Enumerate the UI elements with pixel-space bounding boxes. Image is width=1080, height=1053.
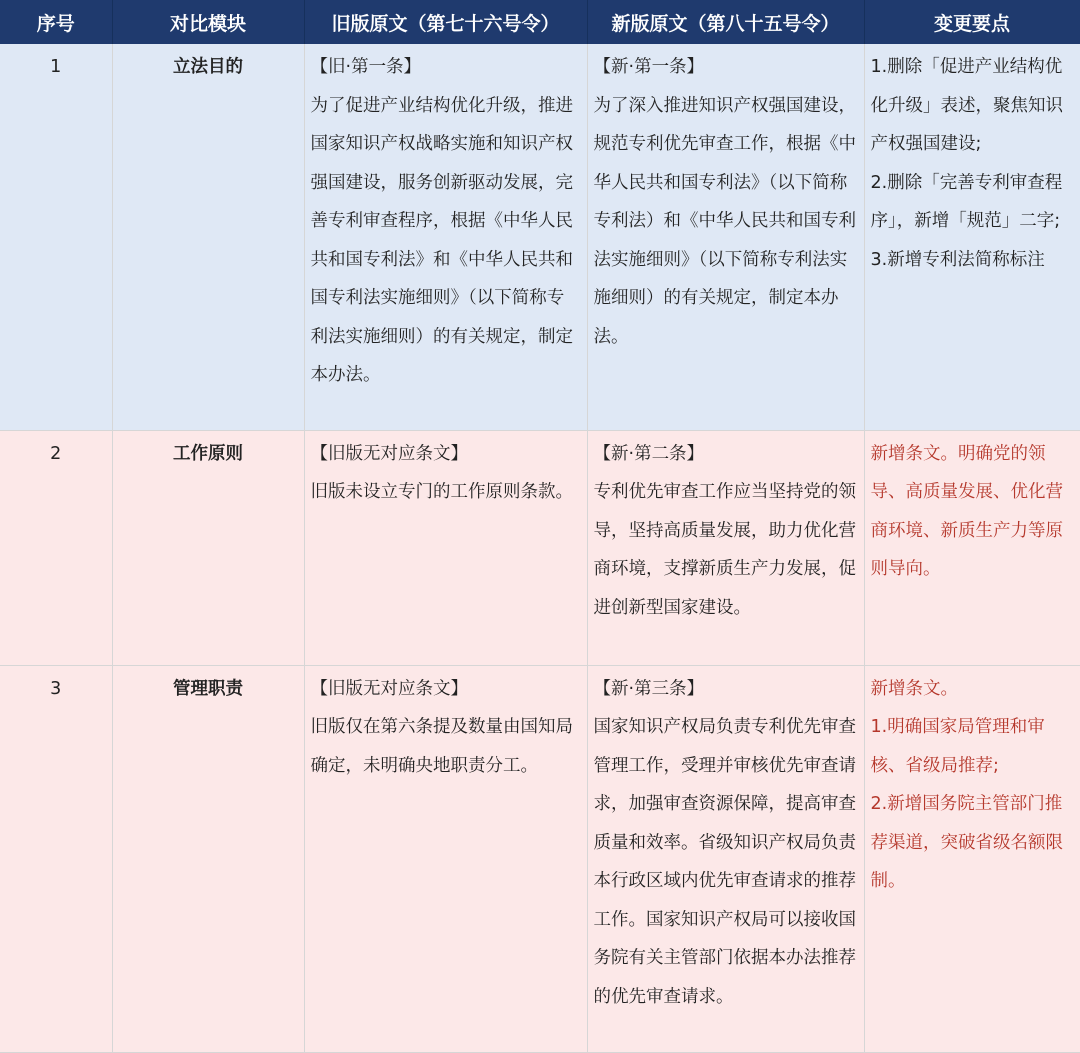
old-text-cell: [304, 44, 587, 430]
changes-cell: [864, 665, 1080, 1052]
old-text-cell: [304, 430, 587, 665]
header-new-text: 新版原文（第八十五号令）: [587, 0, 864, 44]
header-index: 序号: [0, 0, 112, 44]
header-old-text: 旧版原文（第七十六号令）: [304, 0, 587, 44]
change-item: 新增条文。明确党的领导、高质量发展、优化营商环境、新质生产力等原则导向。: [870, 443, 1063, 579]
old-article-tag: 【旧·第一条】: [310, 57, 422, 77]
row-module: 工作原则: [112, 430, 304, 665]
change-item: 2.新增国务院主管部门推荐渠道，突破省级名额限制。: [870, 794, 1063, 891]
new-article-text: 为了深入推进知识产权强国建设，规范专利优先审查工作，根据《中华人民共和国专利法》（以下简称专利法）和《中华人民共和国专利法实施细则》（以下简称专利法实施细则）的有关规定，制定本办法。: [593, 95, 856, 347]
table-header-row: [0, 0, 1080, 44]
change-item: 2.删除「完善专利审查程序」，新增「规范」二字;: [870, 172, 1063, 231]
old-article-tag: 【旧版无对应条文】: [310, 443, 468, 464]
new-text-cell: [587, 665, 864, 1052]
header-module: 对比模块: [112, 0, 304, 44]
change-item: 新增条文。: [870, 678, 958, 699]
new-text-cell: [587, 44, 864, 430]
change-item: 1.明确国家局管理和审核、省级局推荐;: [870, 717, 1045, 776]
table-row: [0, 665, 1080, 1052]
changes-cell: [864, 44, 1080, 430]
change-item: 3.新增专利法简称标注: [870, 249, 1045, 270]
old-article-text: 旧版未设立专门的工作原则条款。: [310, 482, 573, 502]
old-article-text: 为了促进产业结构优化升级，推进国家知识产权战略实施和知识产权强国建设，服务创新驱动发展，完善专利审查程序，根据《中华人民共和国专利法》和《中华人民共和国专利法实施细则》（以下简称专利法实施细则）的有关规定，制定本办法。: [310, 95, 573, 385]
row-index: 3: [0, 665, 112, 1052]
new-article-tag: 【新·第二条】: [593, 443, 705, 464]
old-text-cell: [304, 665, 587, 1052]
new-article-tag: 【新·第三条】: [593, 678, 705, 699]
row-index: 2: [0, 430, 112, 665]
changes-cell: [864, 430, 1080, 665]
new-article-text: 国家知识产权局负责专利优先审查管理工作，受理并审核优先审查请求，加强审查资源保障，提高审查质量和效率。省级知识产权局负责本行政区域内优先审查请求的推荐工作。国家知识产权局可以接收国务院有关主管部门依据本办法推荐的优先审查请求。: [593, 717, 856, 1007]
old-article-tag: 【旧版无对应条文】: [310, 678, 468, 699]
new-article-text: 专利优先审查工作应当坚持党的领导，坚持高质量发展，助力优化营商环境，支撑新质生产力发展，促进创新型国家建设。: [593, 482, 856, 618]
header-changes: 变更要点: [864, 0, 1080, 44]
table-row: [0, 430, 1080, 665]
table-row: [0, 44, 1080, 430]
row-index: 1: [0, 44, 112, 430]
new-article-tag: 【新·第一条】: [593, 57, 705, 77]
row-module: 立法目的: [112, 44, 304, 430]
new-text-cell: [587, 430, 864, 665]
old-article-text: 旧版仅在第六条提及数量由国知局确定，未明确央地职责分工。: [310, 717, 573, 776]
change-item: 1.删除「促进产业结构优化升级」表述，聚焦知识产权强国建设;: [870, 57, 1063, 154]
row-module: 管理职责: [112, 665, 304, 1052]
